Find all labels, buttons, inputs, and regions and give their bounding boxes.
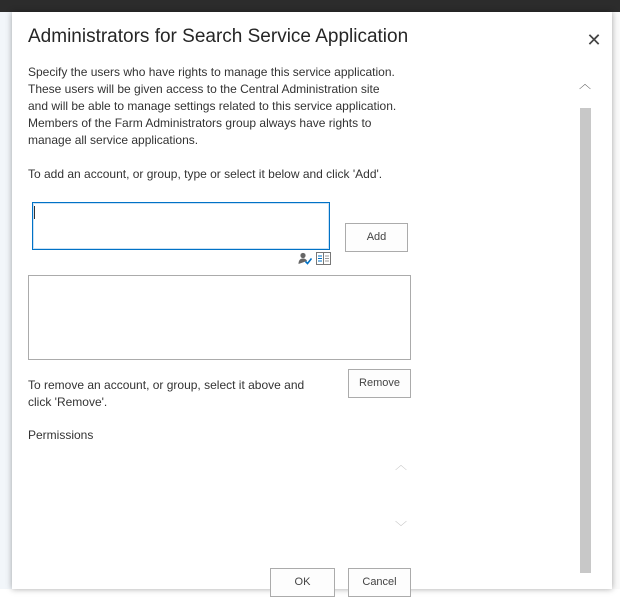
description-line: and will be able to manage settings related to this service application.	[28, 99, 397, 113]
modal-dialog	[12, 12, 612, 589]
check-names-icon[interactable]	[298, 252, 312, 265]
add-button[interactable]: Add	[345, 223, 408, 252]
add-instruction: To add an account, or group, type or select it below and click 'Add'.	[28, 167, 383, 181]
address-book-icon[interactable]	[316, 252, 331, 265]
description	[28, 64, 418, 149]
suite-bar	[0, 0, 620, 12]
description-line: manage all service applications.	[28, 133, 199, 147]
description-line: Specify the users who have rights to manage this service application.	[28, 65, 395, 79]
text-caret	[34, 206, 35, 219]
scrollbar-thumb[interactable]	[580, 108, 591, 573]
cancel-button[interactable]: Cancel	[348, 568, 411, 597]
background-left-strip	[0, 12, 12, 589]
scroll-up-icon[interactable]: ︿	[578, 77, 591, 91]
dialog-title: Administrators for Search Service Application	[28, 26, 409, 47]
description-line: Members of the Farm Administrators group always have rights to	[28, 116, 372, 130]
remove-button[interactable]: Remove	[348, 369, 411, 398]
ok-button[interactable]: OK	[270, 568, 335, 597]
permissions-scroll-down-icon[interactable]: ﹀	[394, 520, 407, 534]
remove-instruction: To remove an account, or group, select it above and click 'Remove'.	[28, 378, 305, 409]
description-line: These users will be given access to the Central Administration site	[28, 82, 380, 96]
close-icon[interactable]: ✕	[586, 30, 602, 50]
accounts-list[interactable]	[28, 275, 411, 360]
permissions-scroll-up-icon[interactable]: ︿	[394, 458, 407, 472]
permissions-label: Permissions	[28, 428, 94, 442]
people-picker-input[interactable]	[32, 202, 330, 250]
permissions-box[interactable]	[30, 452, 410, 552]
